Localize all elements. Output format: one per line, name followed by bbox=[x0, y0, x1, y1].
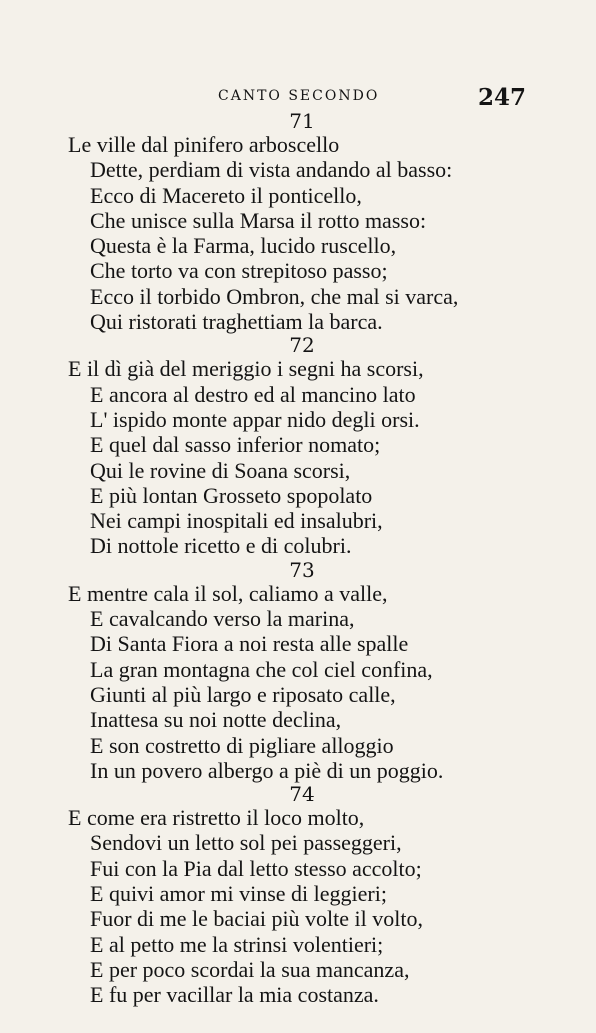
page-number: 247 bbox=[478, 84, 527, 111]
stanza bbox=[0, 334, 596, 558]
verse-line: Di Santa Fiora a noi resta alle spalle bbox=[90, 631, 409, 657]
stanza bbox=[0, 110, 596, 334]
stanza-number: 71 bbox=[289, 109, 315, 133]
verse-line: Giunti al più largo e riposato calle, bbox=[90, 681, 396, 707]
verse-line: E al petto me la strinsi volentieri; bbox=[90, 931, 384, 957]
verse-line: Dette, perdiam di vista andando al basso: bbox=[90, 157, 453, 183]
verse-line: Qui le rovine di Soana scorsi, bbox=[90, 457, 351, 483]
verse-line: Qui ristorati traghettiam la barca. bbox=[90, 309, 383, 335]
verse-line: Ecco il torbido Ombron, che mal si varca, bbox=[90, 283, 459, 309]
verse-line: Sendovi un letto sol pei passeggeri, bbox=[90, 830, 402, 856]
verse-line: Fuor di me le baciai più volte il volto, bbox=[90, 906, 423, 932]
verse-line: E son costretto di pigliare alloggio bbox=[90, 732, 394, 758]
stanza-number: 74 bbox=[289, 782, 315, 807]
verse-line: Questa è la Farma, lucido ruscello, bbox=[90, 233, 397, 259]
verse-line: La gran montagna che col ciel confina, bbox=[90, 656, 433, 682]
verse-line: Inattesa su noi notte declina, bbox=[90, 707, 342, 733]
verse-line: E fu per vacillar la mia costanza. bbox=[90, 982, 379, 1008]
verse-line: Che torto va con strepitoso passo; bbox=[90, 258, 388, 284]
stanza bbox=[0, 559, 596, 783]
running-head: CANTO SECONDO bbox=[218, 88, 380, 104]
verse-line: Fui con la Pia dal letto stesso accolto; bbox=[90, 855, 422, 881]
verse-line: E come era ristretto il loco molto, bbox=[68, 805, 365, 831]
verse-line: E quel dal sasso inferior nomato; bbox=[90, 432, 381, 458]
verse-line: Che unisce sulla Marsa il rotto masso: bbox=[90, 207, 427, 233]
verse-line: E mentre cala il sol, caliamo a valle, bbox=[68, 580, 388, 606]
stanza bbox=[0, 783, 596, 1007]
verse-line: Ecco di Macereto il ponticello, bbox=[90, 182, 362, 208]
verse-line: E più lontan Grosseto spopolato bbox=[90, 482, 373, 508]
verse-line: L' ispido monte appar nido degli orsi. bbox=[90, 406, 420, 432]
verse-line: Le ville dal pinifero arboscello bbox=[68, 132, 340, 157]
verse-line: E per poco scordai la sua mancanza, bbox=[90, 956, 410, 982]
verse-line: E cavalcando verso la marina, bbox=[90, 606, 355, 632]
verse-line: Nei campi inospitali ed insalubri, bbox=[90, 508, 383, 534]
verse-line: E il dì già del meriggio i segni ha scorsi, bbox=[68, 356, 424, 382]
verse-line: In un povero albergo a piè di un poggio. bbox=[90, 757, 444, 783]
verse-line: E quivi amor mi vinse di leggieri; bbox=[90, 881, 387, 907]
verse-line: Di nottole ricetto e di colubri. bbox=[90, 533, 352, 559]
verse-line: E ancora al destro ed al mancino lato bbox=[90, 381, 416, 407]
stanza-number: 73 bbox=[289, 557, 315, 582]
stanza-number: 72 bbox=[289, 333, 315, 358]
poem-body bbox=[0, 110, 596, 1008]
